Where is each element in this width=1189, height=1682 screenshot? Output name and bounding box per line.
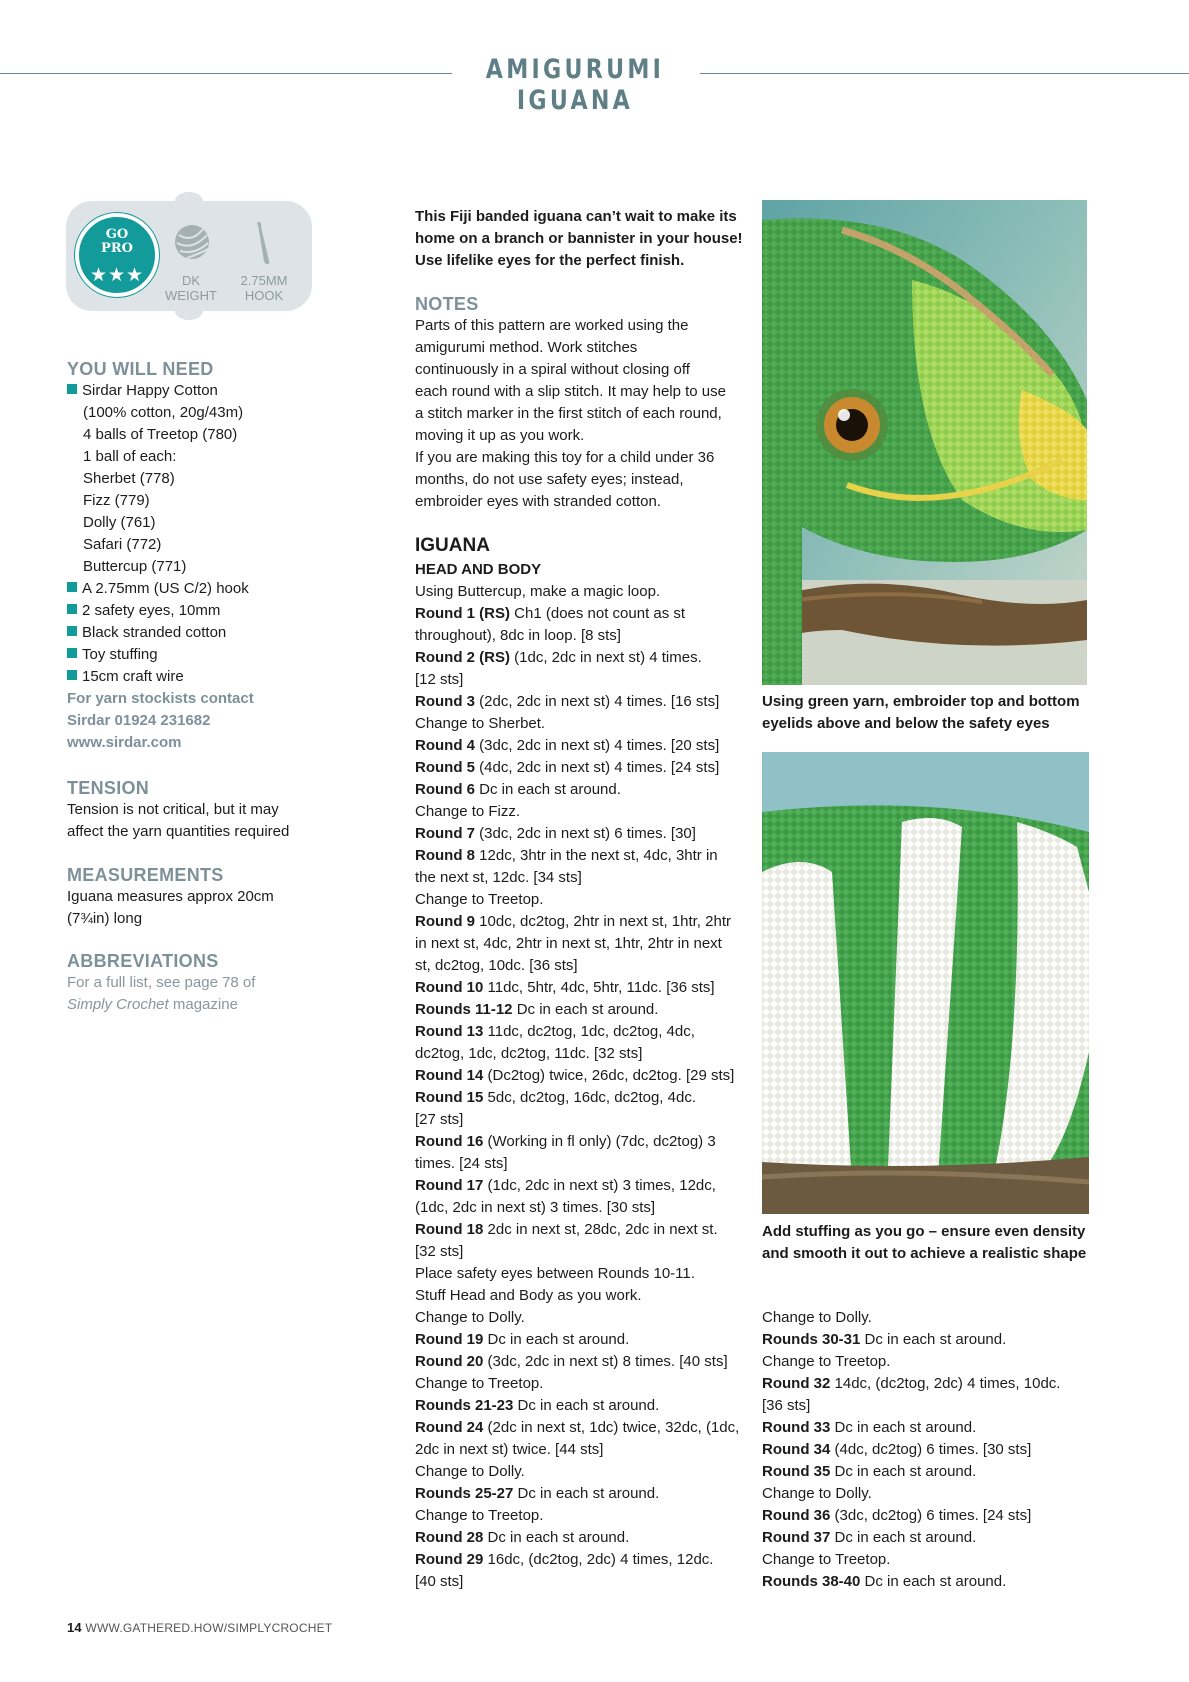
round-label: Round 10 — [415, 979, 484, 996]
round-instruction: (Working in fl only) (7dc, dc2tog) 3 — [483, 1133, 716, 1150]
page-title: AMIGURUMI IGUANA — [485, 54, 665, 116]
round-label: Round 33 — [762, 1419, 831, 1436]
round-instruction: Dc in each st around. — [830, 1529, 977, 1546]
pattern-line — [415, 691, 760, 713]
pattern-line — [762, 1329, 1092, 1351]
round-label: Round 24 — [415, 1419, 484, 1436]
round-instruction: Change to Treetop. — [762, 1551, 891, 1568]
page-footer — [67, 1620, 332, 1635]
round-label: Rounds 38-40 — [762, 1573, 861, 1590]
round-instruction: Using Buttercup, make a magic loop. — [415, 583, 661, 600]
notes-line: Parts of this pattern are worked using the — [415, 317, 689, 334]
material-text: 1 ball of each: — [83, 448, 177, 465]
intro-line-1: This Fiji banded iguana can’t wait to make its — [415, 208, 737, 225]
pattern-line — [415, 1505, 760, 1527]
pattern-line — [762, 1505, 1092, 1527]
skill-level-icon — [75, 213, 159, 297]
skill-stars: ★★★ — [89, 265, 145, 286]
material-item — [67, 468, 357, 490]
round-instruction: (Dc2tog) twice, 26dc, dc2tog. [29 sts] — [483, 1067, 735, 1084]
round-label: Round 17 — [415, 1177, 484, 1194]
material-item — [67, 380, 357, 402]
round-label: Round 29 — [415, 1551, 484, 1568]
round-instruction: Change to Fizz. — [415, 803, 521, 820]
round-instruction: 2dc in next st) twice. [44 sts] — [415, 1441, 604, 1458]
pattern-line — [415, 955, 760, 977]
round-instruction: [40 sts] — [415, 1573, 464, 1590]
tension-text-2: affect the yarn quantities required — [67, 823, 290, 840]
round-instruction: Dc in each st around. — [860, 1573, 1007, 1590]
notes-line: each round with a slip stitch. It may help to use — [415, 383, 726, 400]
round-instruction: Change to Dolly. — [415, 1463, 525, 1480]
measurements-section — [67, 864, 357, 930]
round-instruction: Change to Dolly. — [762, 1485, 872, 1502]
material-item — [67, 402, 357, 424]
material-text: Black stranded cotton — [82, 624, 227, 641]
pattern-line — [762, 1417, 1092, 1439]
pattern-line — [415, 1373, 760, 1395]
pattern-line — [415, 1417, 760, 1439]
material-item — [67, 424, 357, 446]
material-item — [67, 578, 357, 600]
abbreviations-text-2: Simply Crochet magazine — [67, 996, 238, 1013]
round-instruction: Ch1 (does not count as st — [510, 605, 686, 622]
notes-line: moving it up as you work. — [415, 427, 585, 444]
round-instruction: times. [24 sts] — [415, 1155, 508, 1172]
notes-line: a stitch marker in the first stitch of each round, — [415, 405, 722, 422]
round-label: Round 37 — [762, 1529, 831, 1546]
material-item — [67, 556, 357, 578]
pattern-line — [415, 801, 760, 823]
pattern-line — [415, 1175, 760, 1197]
round-instruction: (3dc, dc2tog) 6 times. [24 sts] — [830, 1507, 1032, 1524]
iguana-heading: IGUANA — [415, 535, 490, 556]
pattern-line — [415, 933, 760, 955]
tension-section — [67, 777, 357, 843]
pattern-line — [415, 977, 760, 999]
iguana-body-photo — [762, 752, 1089, 1214]
round-instruction: 5dc, dc2tog, 16dc, dc2tog, 4dc. — [483, 1089, 696, 1106]
round-instruction: Dc in each st around. — [475, 781, 621, 798]
pattern-line — [415, 603, 760, 625]
round-label: Round 4 — [415, 737, 475, 754]
material-text: Toy stuffing — [82, 646, 158, 663]
round-instruction: Dc in each st around. — [513, 1397, 660, 1414]
intro-line-2: home on a branch or bannister in your house! — [415, 230, 743, 247]
round-label: Round 7 — [415, 825, 475, 842]
difficulty-badge — [66, 201, 312, 311]
pattern-line — [415, 1307, 760, 1329]
pattern-line — [415, 999, 760, 1021]
skill-level-line1: GO — [105, 227, 129, 242]
bullet-square-icon — [67, 670, 77, 680]
round-instruction: Stuff Head and Body as you work. — [415, 1287, 642, 1304]
round-instruction: Change to Treetop. — [415, 1375, 544, 1392]
pattern-line — [762, 1527, 1092, 1549]
head-and-body-heading: HEAD AND BODY — [415, 561, 542, 578]
page-number: 14 — [67, 1620, 82, 1635]
round-instruction: Change to Dolly. — [762, 1309, 872, 1326]
materials-list — [67, 380, 357, 688]
material-item — [67, 446, 357, 468]
pattern-line — [415, 867, 760, 889]
material-item — [67, 622, 357, 644]
round-instruction: (3dc, 2dc in next st) 8 times. [40 sts] — [483, 1353, 728, 1370]
pattern-line — [762, 1461, 1092, 1483]
material-item — [67, 666, 357, 688]
round-label: Round 6 — [415, 781, 475, 798]
pattern-line — [415, 713, 760, 735]
pattern-line — [415, 735, 760, 757]
round-instruction: (2dc, 2dc in next st) 4 times. [16 sts] — [475, 693, 720, 710]
round-instruction: throughout), 8dc in loop. [8 sts] — [415, 627, 621, 644]
bullet-square-icon — [67, 626, 77, 636]
pattern-line — [762, 1373, 1092, 1395]
material-item — [67, 534, 357, 556]
yarn-ball-icon — [173, 223, 211, 261]
pattern-line — [415, 1241, 760, 1263]
pattern-line — [415, 1021, 760, 1043]
round-instruction: (1dc, 2dc in next st) 3 times. [30 sts] — [415, 1199, 656, 1216]
header-rule-right — [700, 73, 1189, 74]
round-label: Rounds 25-27 — [415, 1485, 514, 1502]
pattern-line — [415, 1131, 760, 1153]
round-instruction: Dc in each st around. — [830, 1419, 977, 1436]
pattern-line — [415, 1351, 760, 1373]
round-instruction: (4dc, 2dc in next st) 4 times. [24 sts] — [475, 759, 720, 776]
round-label: Round 28 — [415, 1529, 484, 1546]
round-label: Round 8 — [415, 847, 475, 864]
abbreviations-text-1: For a full list, see page 78 of — [67, 974, 256, 991]
pattern-line — [415, 1527, 760, 1549]
pattern-continued — [762, 1307, 1092, 1593]
round-label: Round 3 — [415, 693, 475, 710]
round-instruction: 14dc, (dc2tog, 2dc) 4 times, 10dc. — [830, 1375, 1061, 1392]
pattern-line — [415, 625, 760, 647]
round-instruction: 11dc, 5htr, 4dc, 5htr, 11dc. [36 sts] — [483, 979, 715, 996]
round-instruction: (1dc, 2dc in next st) 3 times, 12dc, — [483, 1177, 716, 1194]
pattern-line — [415, 1219, 760, 1241]
pattern-line — [415, 911, 760, 933]
round-instruction: in next st, 4dc, 2htr in next st, 1htr, 2htr in next — [415, 935, 722, 952]
round-label: Round 2 (RS) — [415, 649, 510, 666]
pattern-line — [415, 1329, 760, 1351]
crochet-hook-icon — [252, 221, 274, 265]
pattern-line — [762, 1395, 1092, 1417]
round-instruction: Dc in each st around. — [830, 1463, 977, 1480]
round-label: Rounds 21-23 — [415, 1397, 514, 1414]
round-label: Round 13 — [415, 1023, 484, 1040]
round-label: Round 1 (RS) — [415, 605, 510, 622]
material-text: 4 balls of Treetop (780) — [83, 426, 238, 443]
tension-text-1: Tension is not critical, but it may — [67, 801, 279, 818]
round-instruction: Dc in each st around. — [483, 1529, 630, 1546]
round-label: Round 20 — [415, 1353, 484, 1370]
material-item — [67, 644, 357, 666]
round-label: Round 18 — [415, 1221, 484, 1238]
round-label: Round 35 — [762, 1463, 831, 1480]
round-label: Round 36 — [762, 1507, 831, 1524]
round-instruction: (1dc, 2dc in next st) 4 times. — [510, 649, 702, 666]
round-instruction: (3dc, 2dc in next st) 6 times. [30] — [475, 825, 696, 842]
round-instruction: Place safety eyes between Rounds 10-11. — [415, 1265, 695, 1282]
measurements-text-1: Iguana measures approx 20cm — [67, 888, 274, 905]
pattern-line — [415, 581, 760, 603]
material-item — [67, 600, 357, 622]
pattern-line — [762, 1571, 1092, 1593]
photo2-caption: Add stuffing as you go – ensure even density and smooth it out to achieve a realistic shape — [762, 1223, 1087, 1262]
abbreviations-heading: ABBREVIATIONS — [67, 951, 219, 971]
round-label: Round 19 — [415, 1331, 484, 1348]
material-text: Dolly (761) — [83, 514, 156, 531]
notes-line: If you are making this toy for a child under 36 — [415, 449, 715, 466]
iguana-section — [415, 535, 760, 1593]
pattern-line — [415, 1285, 760, 1307]
hook-label: 2.75MM HOOK — [240, 273, 288, 303]
tension-heading: TENSION — [67, 778, 150, 798]
pattern-line — [415, 1109, 760, 1131]
round-instruction: dc2tog, 1dc, dc2tog, 11dc. [32 sts] — [415, 1045, 643, 1062]
round-label: Rounds 11-12 — [415, 1001, 513, 1018]
notes-line: amigurumi method. Work stitches — [415, 339, 638, 356]
material-item — [67, 512, 357, 534]
round-instruction: [27 sts] — [415, 1111, 464, 1128]
pattern-line — [415, 1549, 760, 1571]
round-label: Round 32 — [762, 1375, 831, 1392]
intro-line-3: Use lifelike eyes for the perfect finish. — [415, 252, 685, 269]
footer-url[interactable]: WWW.GATHERED.HOW/SIMPLYCROCHET — [85, 1621, 333, 1635]
round-instruction: 2dc in next st, 28dc, 2dc in next st. — [483, 1221, 718, 1238]
pattern-line — [415, 845, 760, 867]
pattern-line — [415, 779, 760, 801]
notes-section — [415, 293, 760, 513]
notes-line: embroider eyes with stranded cotton. — [415, 493, 661, 510]
round-instruction: Change to Treetop. — [415, 891, 544, 908]
round-instruction: 10dc, dc2tog, 2htr in next st, 1htr, 2htr — [475, 913, 731, 930]
round-instruction: 12dc, 3htr in the next st, 4dc, 3htr in — [475, 847, 718, 864]
round-instruction: [36 sts] — [762, 1397, 811, 1414]
pattern-line — [415, 647, 760, 669]
round-instruction: [12 sts] — [415, 671, 464, 688]
round-instruction: st, dc2tog, 10dc. [36 sts] — [415, 957, 578, 974]
round-instruction: (4dc, dc2tog) 6 times. [30 sts] — [830, 1441, 1032, 1458]
pattern-line — [415, 1197, 760, 1219]
round-label: Round 14 — [415, 1067, 484, 1084]
stockist-line-2: Sirdar 01924 231682 — [67, 712, 211, 729]
intro-block — [415, 206, 760, 272]
pattern-line — [415, 1263, 760, 1285]
round-label: Round 16 — [415, 1133, 484, 1150]
bullet-square-icon — [67, 604, 77, 614]
round-instruction: (2dc in next st, 1dc) twice, 32dc, (1dc, — [483, 1419, 740, 1436]
stockist-line-1: For yarn stockists contact — [67, 690, 254, 707]
header-rule-left — [0, 73, 452, 74]
round-instruction: Change to Sherbet. — [415, 715, 546, 732]
pattern-line — [762, 1351, 1092, 1373]
weight-label: DK WEIGHT — [165, 273, 217, 303]
material-text: Fizz (779) — [83, 492, 150, 509]
pattern-line — [415, 1439, 760, 1461]
iguana-head-photo — [762, 200, 1087, 685]
round-label: Round 34 — [762, 1441, 831, 1458]
pattern-line — [415, 1065, 760, 1087]
material-text: Sherbet (778) — [83, 470, 175, 487]
round-instruction: the next st, 12dc. [34 sts] — [415, 869, 582, 886]
you-will-need-section — [67, 358, 357, 754]
material-item — [67, 490, 357, 512]
notes-heading: NOTES — [415, 294, 479, 314]
pattern-line — [762, 1549, 1092, 1571]
photo1-caption: Using green yarn, embroider top and bottom eyelids above and below the safety eyes — [762, 693, 1080, 732]
pattern-line — [415, 889, 760, 911]
round-instruction: Change to Treetop. — [762, 1353, 891, 1370]
pattern-line — [415, 1087, 760, 1109]
pattern-rounds — [415, 581, 760, 1593]
stockist-url[interactable]: www.sirdar.com — [67, 734, 182, 751]
pattern-line — [415, 669, 760, 691]
material-text: (100% cotton, 20g/43m) — [83, 404, 244, 421]
measurements-text-2: (7¾in) long — [67, 910, 143, 927]
bullet-square-icon — [67, 648, 77, 658]
pattern-line — [415, 1461, 760, 1483]
pattern-line — [762, 1307, 1092, 1329]
round-label: Round 9 — [415, 913, 475, 930]
round-label: Round 15 — [415, 1089, 484, 1106]
pattern-line — [415, 1153, 760, 1175]
bullet-square-icon — [67, 384, 77, 394]
you-will-need-heading: YOU WILL NEED — [67, 359, 214, 379]
material-text: 15cm craft wire — [82, 668, 184, 685]
skill-level-line2: PRO — [101, 241, 133, 256]
notes-text — [415, 315, 760, 513]
pattern-line — [762, 1439, 1092, 1461]
bullet-square-icon — [67, 582, 77, 592]
pattern-line — [415, 1395, 760, 1417]
notes-line: months, do not use safety eyes; instead, — [415, 471, 684, 488]
pattern-line — [762, 1483, 1092, 1505]
round-instruction: Dc in each st around. — [513, 1485, 660, 1502]
pattern-line — [415, 1571, 760, 1593]
material-text: 2 safety eyes, 10mm — [82, 602, 221, 619]
material-text: Safari (772) — [83, 536, 162, 553]
round-instruction: [32 sts] — [415, 1243, 464, 1260]
round-label: Round 5 — [415, 759, 475, 776]
round-instruction: (3dc, 2dc in next st) 4 times. [20 sts] — [475, 737, 720, 754]
pattern-line — [415, 1043, 760, 1065]
pattern-line — [415, 823, 760, 845]
round-instruction: Change to Dolly. — [415, 1309, 525, 1326]
round-instruction: Dc in each st around. — [483, 1331, 630, 1348]
round-instruction: Dc in each st around. — [860, 1331, 1007, 1348]
material-text: Buttercup (771) — [83, 558, 187, 575]
pattern-line — [415, 757, 760, 779]
round-instruction: Change to Treetop. — [415, 1507, 544, 1524]
material-text: A 2.75mm (US C/2) hook — [82, 580, 249, 597]
round-instruction: 11dc, dc2tog, 1dc, dc2tog, 4dc, — [483, 1023, 695, 1040]
pattern-line — [415, 1483, 760, 1505]
round-label: Rounds 30-31 — [762, 1331, 861, 1348]
material-text: Sirdar Happy Cotton — [82, 382, 218, 399]
abbreviations-section — [67, 950, 357, 1016]
round-instruction: Dc in each st around. — [512, 1001, 659, 1018]
measurements-heading: MEASUREMENTS — [67, 865, 224, 885]
notes-line: continuously in a spiral without closing off — [415, 361, 690, 378]
round-instruction: 16dc, (dc2tog, 2dc) 4 times, 12dc. — [483, 1551, 714, 1568]
